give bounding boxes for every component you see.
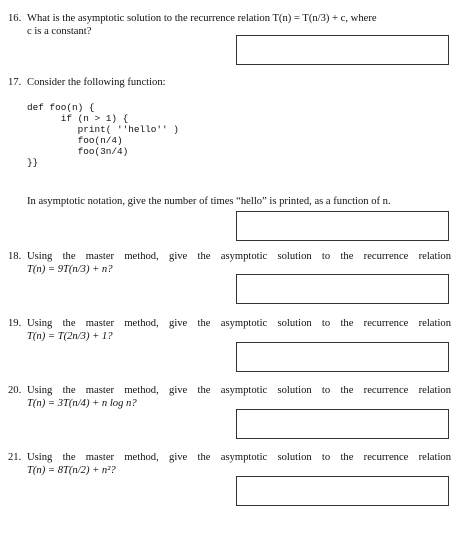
question-formula: T(n) = 3T(n/4) + n log n? [27,398,137,409]
question-line: Using the master method, give the asymptotic solution to the recurrence relation [27,318,451,329]
question-text [27,250,451,276]
question-followup: In asymptotic notation, give the number of times “hello” is printed, as a function of n. [27,196,391,207]
question-line: c is a constant? [27,26,92,37]
question-formula: T(n) = 9T(n/3) + n? [27,264,113,275]
question-text [27,317,451,343]
answer-box-21[interactable] [236,476,449,506]
code-block: def foo(n) { if (n > 1) { print( ''hello'' ) foo(n/4) foo(3n/4) }} [27,102,179,168]
answer-box-18[interactable] [236,274,449,304]
question-formula: T(n) = T(2n/3) + 1? [27,331,113,342]
question-number: 17. [8,77,22,88]
question-line: Using the master method, give the asymptotic solution to the recurrence relation [27,385,451,396]
question-line: What is the asymptotic solution to the recurrence relation T(n) = T(n/3) + c, where [27,13,377,24]
question-line: Using the master method, give the asymptotic solution to the recurrence relation [27,452,451,463]
question-text [27,76,451,89]
question-line: Consider the following function: [27,77,166,88]
question-formula: T(n) = 8T(n/2) + n²? [27,465,116,476]
question-line: Using the master method, give the asymptotic solution to the recurrence relation [27,251,451,262]
question-text [27,451,451,477]
question-number: 19. [8,318,22,329]
answer-box-16[interactable] [236,35,449,65]
question-number: 21. [8,452,22,463]
question-number: 16. [8,13,22,24]
question-text [27,384,451,410]
answer-box-20[interactable] [236,409,449,439]
answer-box-19[interactable] [236,342,449,372]
answer-box-17[interactable] [236,211,449,241]
question-number: 18. [8,251,22,262]
question-number: 20. [8,385,22,396]
